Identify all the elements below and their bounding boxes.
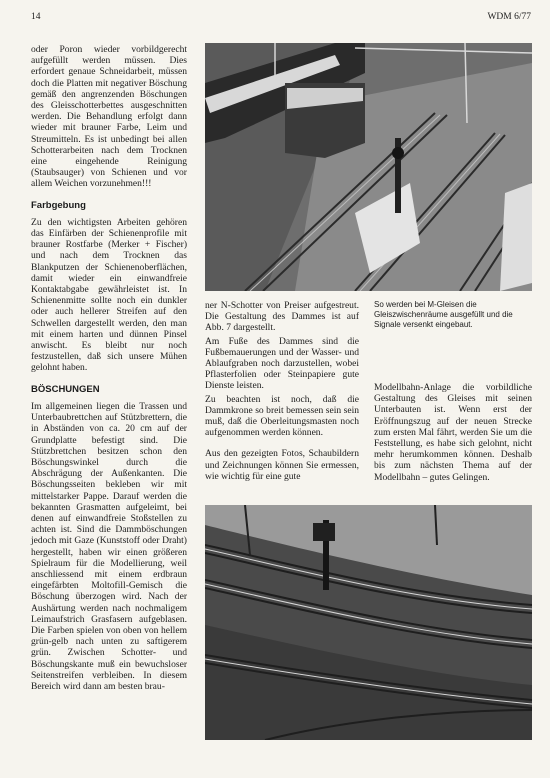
photo-trains-and-tracks xyxy=(205,43,532,291)
paragraph: Modellbahn-Anlage die vorbildliche Gestaltung des Gleises mit seinen Unterbauten ist. Wenn erst der Eröffnungszug auf der neuen Strecke zum ersten Mal fährt, werden Sie um die Feststellung, es habe sich gelohnt, nicht mehr herumkommen können. Deshalb bis zum nächsten Thema auf der Modellbahn – gutes Gelingen. xyxy=(374,382,532,483)
issue-label: WDM 6/77 xyxy=(487,12,531,22)
section-heading-boeschungen: BÖSCHUNGEN xyxy=(31,383,100,395)
paragraph: ner N-Schotter von Preiser aufgestreut. Die Gestaltung des Dammes ist auf Abb. 7 dargestellt. xyxy=(205,300,359,334)
paragraph: Zu beachten ist noch, daß die Dammkrone so breit bemessen sein sein muß, daß die Oberleitungsmasten noch aufgenommen werden können. xyxy=(205,393,359,439)
section-heading-farbgebung: Farbgebung xyxy=(31,199,86,211)
text-column-middle xyxy=(205,300,359,492)
photo-track-embankment xyxy=(205,505,532,740)
text-column-right xyxy=(374,382,532,493)
photo-caption: So werden bei M-Gleisen die Gleiszwischenräume ausgefüllt und die Signale versenkt eingebaut. xyxy=(374,300,513,329)
text-column-left xyxy=(31,44,187,702)
paragraph: oder Poron wieder vorbildgerecht aufgefüllt werden müssen. Dies erfordert genaue Schneidarbeit, müssen doch die Platten mit negativer Böschung gemäß den angrenzenden Böschungen des Gleisschotterbettes ausgeschnitten werden. Die Behandlung erfolgt dann wieder mit brauner Farbe, Leim und Streumitteln. Es ist unbedingt bei allen Schotterarbeiten nach dem Trocknen eine eingehende Reinigung (Staubsauger) von Schienen und vor allem Weichen vorzunehmen!!! xyxy=(31,44,187,190)
paragraph: Aus den gezeigten Fotos, Schaubildern und Zeichnungen können Sie ermessen, wie wichtig für eine gute xyxy=(205,448,359,482)
paragraph: Am Fuße des Dammes sind die Fußbemauerungen und der Wasser- und Ablaufgraben noch darzustellen, wobei Pflasterfolien oder Steinpapiere gute Dienste leisten. xyxy=(205,335,359,392)
page-number: 14 xyxy=(31,12,41,22)
paragraph: Zu den wichtigsten Arbeiten gehören das Einfärben der Schienenprofile mit brauner Rostfarbe (Merker + Fischer) und nach dem Trocknen das Blankputzen der Schienenoberflächen, damit wieder ein einwandfreie Kontaktabgabe gewährleistet ist. In Schienenmitte sollte noch ein dunkler oder auch hellerer Streifen auf den Schwellen dargestellt werden, den man mit einem harten und dünnen Pinsel anwischt. Es bleibt nur noch festzustellen, daß sich unsere Mühen gelohnt haben. xyxy=(31,216,187,374)
paragraph: Im allgemeinen liegen die Trassen und Unterbaubrettchen auf Stützbrettern, die in Abständen von ca. 20 cm auf der Grundplatte befestigt sind. Die Stützbrettchen besitzen schon den Böschungswinkel durch die Abschrägung der Außenkanten. Die Böschungsseiten bekleben wir mit mittelstarker Pappe. Darauf werden die bekannten Grasmatten aufgeleimt, bei denen auf einwandfreie Stoßstellen zu achten ist. Sind die Dammböschungen jedoch mit Gaze (Kunststoff oder Draht) hergestellt, haben wir einen größeren Spielraum für die Modellierung, weil anschliessend mit einem erdbraun eingefärbten Moltofill-Gemisch die Böschung überzogen wird. Nach der Aushärtung werden nach nochmaligem Leimaufstrich Grasfasern aufgeblasen. Die Farben spielen von oben von hellem grün-gelb nach unten zu saftigerem grün. Zwischen Schotter- und Böschungskante muß ein bewuchsloser Seitenstreifen verbleiben. In diesem Bereich wird dann am besten brau- xyxy=(31,400,187,692)
